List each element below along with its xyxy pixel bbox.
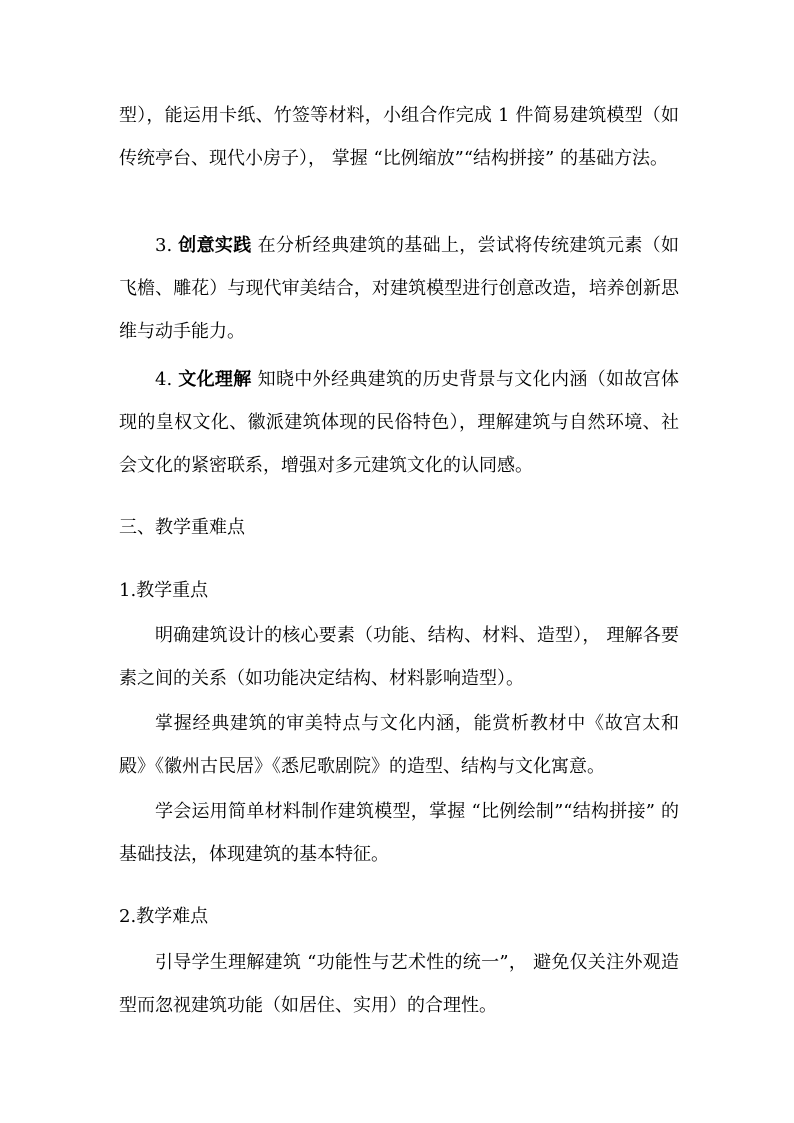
teaching-focus-item-3: 学会运用简单材料制作建筑模型，掌握 “比例绘制”“结构拼接” 的基础技法，体现建筑的基本特征。 xyxy=(119,801,679,865)
item-title-cultural-understanding: 文化理解 xyxy=(178,369,252,390)
item-title-creative-practice: 创意实践 xyxy=(178,235,252,256)
item-text: 在分析经典建筑的基础上，尝试将传统建筑元素（如飞檐、雕花）与现代审美结合，对建筑模型进行创意改造，培养创新思维与动手能力。 xyxy=(119,235,679,342)
item-number: 3. xyxy=(155,235,179,256)
teaching-focus-item-2: 掌握经典建筑的审美特点与文化内涵，能赏析教材中《故宫太和殿》《徽州古民居》《悉尼歌剧院》的造型、结构与文化寓意。 xyxy=(119,713,679,777)
item-number: 4. xyxy=(155,369,179,390)
teaching-difficulty-item-1: 引导学生理解建筑 “功能性与艺术性的统一”， 避免仅关注外观造型而忽视建筑功能（如居住、实用）的合理性。 xyxy=(119,952,679,1016)
section-heading-key-difficult-points: 三、教学重难点 xyxy=(119,517,245,538)
creative-practice-paragraph xyxy=(119,224,679,353)
teaching-focus-item-1: 明确建筑设计的核心要素（功能、结构、材料、造型）， 理解各要素之间的关系（如功能决定结构、材料影响造型）。 xyxy=(119,625,679,689)
skill-paragraph-continued: 型），能运用卡纸、竹签等材料，小组合作完成 1 件简易建筑模型（如传统亭台、现代小房子）， 掌握 “比例缩放”“结构拼接” 的基础方法。 xyxy=(119,105,679,169)
subheading-teaching-focus: 1.教学重点 xyxy=(119,580,209,601)
subheading-teaching-difficulty: 2.教学难点 xyxy=(119,906,209,927)
item-text: 知晓中外经典建筑的历史背景与文化内涵（如故宫体现的皇权文化、徽派建筑体现的民俗特色），理解建筑与自然环境、社会文化的紧密联系，增强对多元建筑文化的认同感。 xyxy=(119,369,679,476)
cultural-understanding-paragraph xyxy=(119,358,679,487)
